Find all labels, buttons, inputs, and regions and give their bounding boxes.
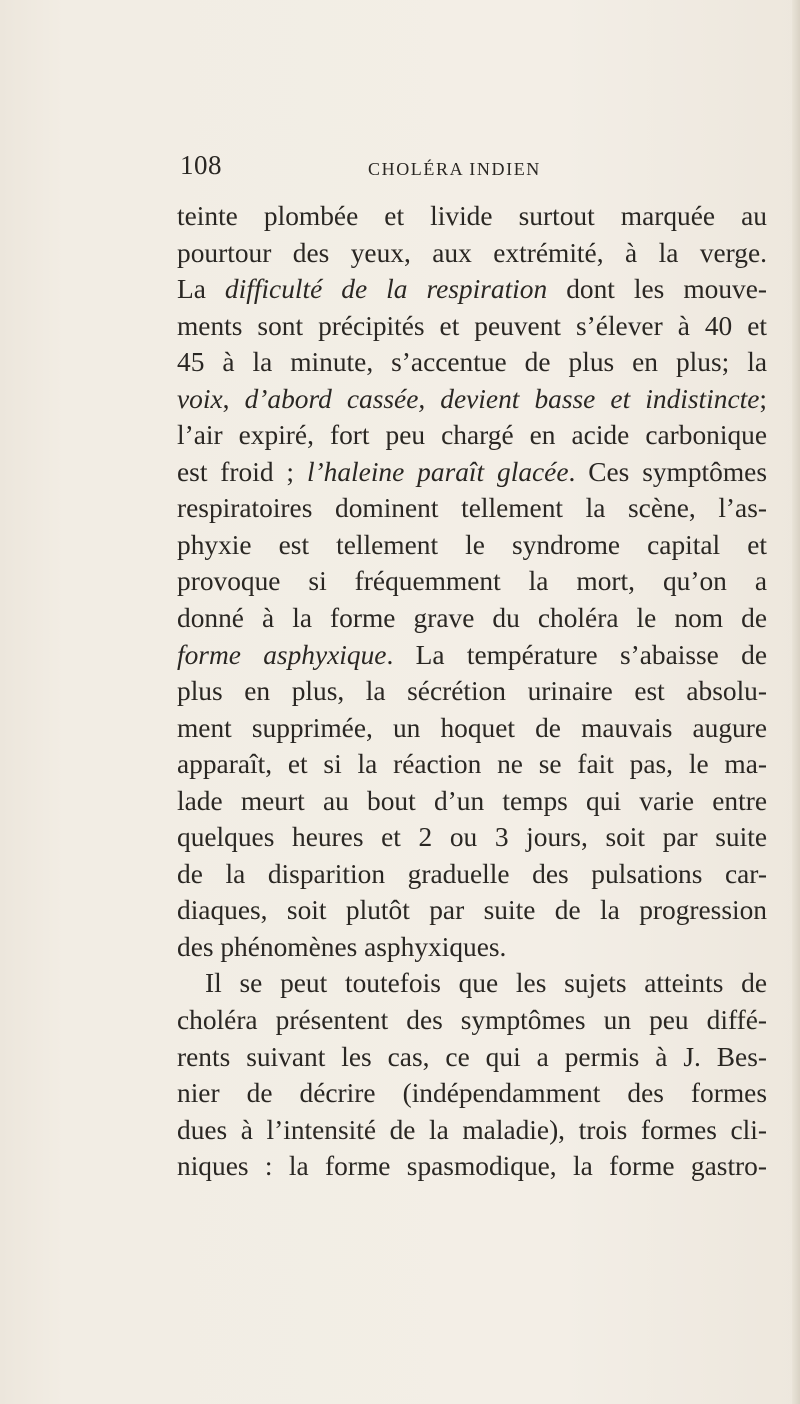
body-text xyxy=(177,198,767,1185)
italic-text: forme asphyxique xyxy=(177,639,387,670)
running-title: CHOLÉRA INDIEN xyxy=(368,159,541,179)
text-run: lade meurt au bout d’un temps qui varie entre xyxy=(177,785,767,816)
text-line xyxy=(177,1039,767,1076)
text-run: teinte plombée et livide surtout marquée au xyxy=(177,201,767,231)
italic-text: d’abord cassée, devient basse et indistincte xyxy=(244,383,760,414)
text-run: , xyxy=(222,383,245,414)
text-run: est froid ; xyxy=(177,456,307,487)
text-line xyxy=(177,490,767,527)
text-run: dont les mouve- xyxy=(547,274,767,305)
text-line xyxy=(177,965,767,1002)
text-line xyxy=(177,271,767,308)
text-run: ; xyxy=(759,383,767,414)
italic-text: l’haleine paraît glacée xyxy=(306,456,569,487)
text-line xyxy=(177,381,767,418)
text-run: 45 à la minute, s’accentue de plus en plus; la xyxy=(177,347,767,378)
page-header xyxy=(180,150,740,190)
text-run: nier de décrire (indépendamment des formes xyxy=(177,1078,767,1109)
italic-text: voix xyxy=(177,383,223,414)
text-run: plus en plus, la sécrétion urinaire est absolu- xyxy=(177,676,767,707)
text-run: provoque si fréquemment la mort, qu’on a xyxy=(177,566,767,597)
text-line xyxy=(177,710,767,747)
page-edge xyxy=(792,0,800,1404)
text-line xyxy=(177,198,767,235)
text-run: La xyxy=(177,274,225,305)
text-line xyxy=(177,929,767,966)
text-run: . Ces symptômes xyxy=(568,456,767,487)
text-line xyxy=(177,783,767,820)
text-run: des phénomènes asphyxiques. xyxy=(177,931,507,962)
text-run: rents suivant les cas, ce qui a permis à J. Bes- xyxy=(177,1041,767,1072)
text-line xyxy=(177,454,767,491)
text-run: dues à l’intensité de la maladie), trois formes cli- xyxy=(177,1114,767,1145)
text-run: Il se peut toutefois que les sujets atteints de xyxy=(205,968,767,999)
text-run: niques : la forme spasmodique, la forme gastro- xyxy=(177,1151,767,1182)
text-line xyxy=(177,1112,767,1149)
text-line xyxy=(177,600,767,637)
text-line xyxy=(177,563,767,600)
text-line xyxy=(177,527,767,564)
text-line xyxy=(177,417,767,454)
text-run: diaques, soit plutôt par suite de la progression xyxy=(177,895,767,926)
text-run: ment supprimée, un hoquet de mauvais augure xyxy=(177,712,767,743)
text-run: apparaît, et si la réaction ne se fait pas, le ma- xyxy=(177,749,767,780)
text-line xyxy=(177,856,767,893)
text-line xyxy=(177,235,767,272)
text-line xyxy=(177,1148,767,1185)
text-line xyxy=(177,819,767,856)
text-line xyxy=(177,1002,767,1039)
text-run: choléra présentent des symptômes un peu diffé- xyxy=(177,1005,767,1036)
text-line xyxy=(177,746,767,783)
text-line xyxy=(177,344,767,381)
page-number: 108 xyxy=(180,150,222,180)
text-run: pourtour des yeux, aux extrémité, à la verge. xyxy=(177,237,767,268)
text-run: . La température s’abaisse de xyxy=(386,639,767,670)
text-line xyxy=(177,637,767,674)
text-run: l’air expiré, fort peu chargé en acide carbonique xyxy=(177,420,767,451)
text-run: respiratoires dominent tellement la scène, l’as- xyxy=(177,493,767,524)
text-line xyxy=(177,892,767,929)
text-run: quelques heures et 2 ou 3 jours, soit par suite xyxy=(177,822,767,853)
text-run: de la disparition graduelle des pulsations car- xyxy=(177,858,767,889)
text-line xyxy=(177,673,767,710)
text-run: ments sont précipités et peuvent s’élever à 40 et xyxy=(177,310,767,341)
text-line xyxy=(177,1075,767,1112)
text-line xyxy=(177,308,767,345)
italic-text: difficulté de la respiration xyxy=(224,274,548,305)
text-run: phyxie est tellement le syndrome capital et xyxy=(177,529,767,560)
text-run: donné à la forme grave du choléra le nom de xyxy=(177,603,767,634)
